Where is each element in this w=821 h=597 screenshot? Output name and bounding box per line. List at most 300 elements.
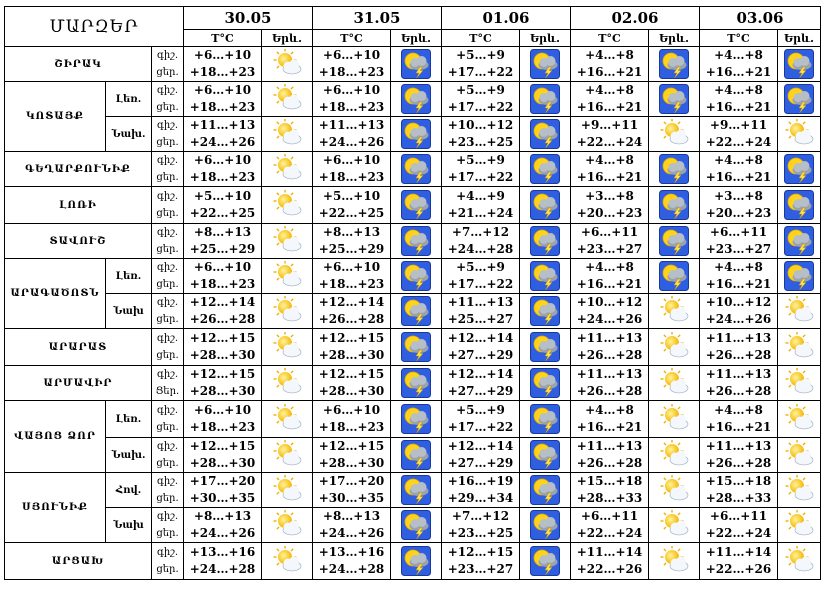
sun-ray bbox=[664, 385, 666, 387]
weather-icon-cell bbox=[520, 508, 571, 543]
sun-ray bbox=[277, 527, 279, 529]
sun-ray bbox=[291, 407, 293, 409]
temperature-cell bbox=[700, 152, 778, 187]
date-header: 01.06 bbox=[442, 7, 571, 30]
day-temperature: +16…+21 bbox=[576, 100, 643, 114]
weather-icon-cell bbox=[262, 82, 313, 117]
weather-icon-cell bbox=[391, 82, 442, 117]
night-temperature: +6…+10 bbox=[193, 48, 252, 62]
partly-cloudy-icon bbox=[784, 119, 814, 149]
night-temperature: +6…+10 bbox=[322, 153, 381, 167]
partly-cloudy-icon bbox=[784, 368, 814, 398]
weather-icon-cell bbox=[520, 259, 571, 294]
sun-ray bbox=[291, 87, 293, 89]
weather-icon-cell bbox=[391, 438, 442, 473]
night-temperature: +12…+14 bbox=[447, 439, 514, 453]
day-temperature: +18…+23 bbox=[189, 100, 256, 114]
night-temperature: +5…+10 bbox=[193, 189, 252, 203]
temperature-cell bbox=[184, 82, 262, 117]
weather-icon-cell bbox=[391, 294, 442, 329]
weather-icon-cell bbox=[520, 438, 571, 473]
sun-ray bbox=[803, 407, 805, 409]
temperature-cell bbox=[571, 438, 649, 473]
day-temperature: +18…+23 bbox=[189, 170, 256, 184]
table-row bbox=[5, 259, 821, 294]
subregion-name: Լեռ. bbox=[106, 82, 152, 117]
subregion-name: Լեռ. bbox=[106, 401, 152, 438]
temperature-cell bbox=[442, 47, 520, 82]
night-temperature: +6…+10 bbox=[193, 403, 252, 417]
temperature-cell bbox=[313, 401, 391, 438]
sun-ray bbox=[277, 443, 279, 445]
night-label: գիշ. bbox=[156, 120, 179, 131]
night-temperature: +4…+8 bbox=[585, 48, 634, 62]
sun-ray bbox=[803, 335, 805, 337]
day-temperature: +18…+23 bbox=[189, 277, 256, 291]
sun-ray bbox=[789, 122, 791, 124]
sun-ray bbox=[803, 478, 805, 480]
day-label: ցեր. bbox=[156, 458, 179, 469]
day-temperature: +16…+21 bbox=[705, 100, 772, 114]
sun-ray bbox=[678, 122, 680, 124]
temperature-cell bbox=[184, 47, 262, 82]
thunderstorm-icon bbox=[659, 154, 689, 184]
day-temperature: +22…+26 bbox=[705, 562, 772, 576]
day-temperature: +28…+33 bbox=[705, 491, 772, 505]
table-row bbox=[5, 117, 821, 152]
night-temperature: +8…+13 bbox=[193, 509, 252, 523]
temperature-header: T°C bbox=[442, 30, 520, 47]
day-temperature: +28…+30 bbox=[189, 456, 256, 470]
sun-ray bbox=[291, 478, 293, 480]
weather-icon-cell bbox=[391, 473, 442, 508]
sun-ray bbox=[789, 385, 791, 387]
night-temperature: +11…+13 bbox=[576, 331, 643, 345]
temperature-cell bbox=[700, 47, 778, 82]
temperature-cell bbox=[700, 259, 778, 294]
weather-icon-cell bbox=[262, 543, 313, 580]
night-temperature: +17…+20 bbox=[318, 474, 385, 488]
weather-icon-cell bbox=[391, 117, 442, 152]
region-name: ԱՐՑԱԽ bbox=[5, 543, 152, 580]
night-temperature: +11…+14 bbox=[576, 545, 643, 559]
sun-ray bbox=[291, 122, 293, 124]
sun-ray bbox=[664, 299, 666, 301]
thunderstorm-icon bbox=[401, 84, 431, 114]
day-temperature: +26…+28 bbox=[576, 456, 643, 470]
day-temperature: +24…+26 bbox=[318, 526, 385, 540]
partly-cloudy-icon bbox=[272, 332, 302, 362]
day-temperature: +22…+26 bbox=[576, 562, 643, 576]
sun-ray bbox=[277, 87, 279, 89]
temperature-cell bbox=[313, 152, 391, 187]
night-temperature: +15…+18 bbox=[705, 474, 772, 488]
thunderstorm-icon bbox=[659, 84, 689, 114]
temperature-cell bbox=[571, 543, 649, 580]
night-temperature: +8…+13 bbox=[193, 225, 252, 239]
temperature-cell bbox=[313, 329, 391, 366]
thunderstorm-icon bbox=[530, 226, 560, 256]
night-temperature: +12…+15 bbox=[189, 367, 256, 381]
day-label: ցեր. bbox=[156, 528, 179, 539]
sun-ray bbox=[277, 157, 279, 159]
night-label: գիշ. bbox=[156, 369, 179, 380]
night-day-label bbox=[152, 224, 184, 259]
day-temperature: +28…+30 bbox=[318, 384, 385, 398]
day-label: Ցեր. bbox=[155, 386, 180, 397]
day-temperature: +16…+21 bbox=[576, 420, 643, 434]
weather-icon-cell bbox=[391, 259, 442, 294]
weather-icon-cell bbox=[649, 82, 700, 117]
sun-ray bbox=[664, 407, 666, 409]
night-temperature: +12…+15 bbox=[318, 439, 385, 453]
night-temperature: +13…+16 bbox=[189, 545, 256, 559]
night-temperature: +9…+11 bbox=[709, 118, 768, 132]
temperature-cell bbox=[313, 508, 391, 543]
day-temperature: +16…+21 bbox=[576, 65, 643, 79]
day-label: ցեր. bbox=[156, 244, 179, 255]
sun-ray bbox=[789, 335, 791, 337]
night-day-label bbox=[152, 117, 184, 152]
weather-icon-cell bbox=[391, 401, 442, 438]
weather-icon-cell bbox=[778, 401, 821, 438]
night-temperature: +8…+13 bbox=[322, 509, 381, 523]
sun-ray bbox=[789, 136, 791, 138]
weather-icon-cell bbox=[778, 366, 821, 401]
temperature-cell bbox=[571, 152, 649, 187]
partly-cloudy-icon bbox=[784, 475, 814, 505]
day-temperature: +18…+23 bbox=[318, 277, 385, 291]
temperature-cell bbox=[700, 224, 778, 259]
night-temperature: +3…+8 bbox=[714, 189, 763, 203]
temperature-cell bbox=[700, 117, 778, 152]
sun-ray bbox=[291, 229, 293, 231]
night-temperature: +5…+9 bbox=[456, 83, 505, 97]
table-row bbox=[5, 366, 821, 401]
thunderstorm-icon bbox=[530, 546, 560, 576]
sun-ray bbox=[277, 407, 279, 409]
weather-icon-cell bbox=[649, 152, 700, 187]
partly-cloudy-icon bbox=[272, 440, 302, 470]
sun-ray bbox=[803, 443, 805, 445]
sun-ray bbox=[664, 335, 666, 337]
thunderstorm-icon bbox=[401, 154, 431, 184]
day-temperature: +18…+23 bbox=[318, 65, 385, 79]
weather-icon-cell bbox=[262, 152, 313, 187]
region-name: ԼՈՌԻ bbox=[5, 187, 152, 224]
partly-cloudy-icon bbox=[784, 546, 814, 576]
night-temperature: +4…+8 bbox=[714, 48, 763, 62]
sun-ray bbox=[789, 371, 791, 373]
sun-ray bbox=[277, 101, 279, 103]
subregion-name: Նախ bbox=[106, 508, 152, 543]
partly-cloudy-icon bbox=[659, 510, 689, 540]
night-temperature: +6…+10 bbox=[193, 153, 252, 167]
day-temperature: +22…+24 bbox=[705, 526, 772, 540]
night-label: գիշ. bbox=[156, 227, 179, 238]
day-label: ցեր. bbox=[156, 422, 179, 433]
night-temperature: +6…+11 bbox=[580, 509, 639, 523]
weather-icon-cell bbox=[649, 224, 700, 259]
temperature-cell bbox=[700, 543, 778, 580]
weather-icon-cell bbox=[778, 508, 821, 543]
temperature-cell bbox=[442, 294, 520, 329]
thunderstorm-icon bbox=[530, 404, 560, 434]
regions-header: ՄԱՐԶԵՐ bbox=[5, 7, 184, 47]
sun-ray bbox=[291, 157, 293, 159]
temperature-cell bbox=[700, 473, 778, 508]
night-temperature: +11…+13 bbox=[705, 439, 772, 453]
date-header: 02.06 bbox=[571, 7, 700, 30]
day-label: ցեր. bbox=[156, 493, 179, 504]
partly-cloudy-icon bbox=[272, 190, 302, 220]
weather-icon-cell bbox=[391, 543, 442, 580]
temperature-cell bbox=[442, 508, 520, 543]
night-temperature: +11…+13 bbox=[318, 118, 385, 132]
partly-cloudy-icon bbox=[272, 84, 302, 114]
table-row bbox=[5, 224, 821, 259]
temperature-cell bbox=[184, 294, 262, 329]
night-temperature: +6…+11 bbox=[580, 225, 639, 239]
night-day-label bbox=[152, 543, 184, 580]
weather-icon-cell bbox=[778, 47, 821, 82]
temperature-header: T°C bbox=[313, 30, 391, 47]
weather-icon-cell bbox=[262, 224, 313, 259]
temperature-cell bbox=[700, 401, 778, 438]
temperature-cell bbox=[442, 152, 520, 187]
sun-ray bbox=[789, 443, 791, 445]
thunderstorm-icon bbox=[401, 368, 431, 398]
temperature-cell bbox=[442, 438, 520, 473]
temperature-cell bbox=[700, 366, 778, 401]
night-temperature: +3…+8 bbox=[585, 189, 634, 203]
day-temperature: +22…+24 bbox=[705, 135, 772, 149]
night-temperature: +6…+11 bbox=[709, 509, 768, 523]
partly-cloudy-icon bbox=[272, 296, 302, 326]
night-temperature: +6…+10 bbox=[193, 83, 252, 97]
day-temperature: +26…+28 bbox=[318, 312, 385, 326]
day-temperature: +18…+23 bbox=[318, 420, 385, 434]
temperature-cell bbox=[184, 366, 262, 401]
night-day-label bbox=[152, 473, 184, 508]
night-temperature: +12…+14 bbox=[447, 367, 514, 381]
day-temperature: +24…+26 bbox=[189, 526, 256, 540]
day-label: ցեր. bbox=[156, 172, 179, 183]
night-temperature: +6…+10 bbox=[322, 260, 381, 274]
date-header: 03.06 bbox=[700, 7, 821, 30]
temperature-cell bbox=[184, 117, 262, 152]
thunderstorm-icon bbox=[401, 261, 431, 291]
night-day-label bbox=[152, 82, 184, 117]
table-row bbox=[5, 47, 821, 82]
night-temperature: +6…+10 bbox=[322, 403, 381, 417]
sun-ray bbox=[664, 443, 666, 445]
temperature-cell bbox=[571, 224, 649, 259]
partly-cloudy-icon bbox=[659, 119, 689, 149]
temperature-cell bbox=[184, 543, 262, 580]
sun-ray bbox=[291, 193, 293, 195]
partly-cloudy-icon bbox=[659, 296, 689, 326]
subregion-name: Լեռ. bbox=[106, 259, 152, 294]
night-temperature: +12…+15 bbox=[189, 331, 256, 345]
weather-icon-cell bbox=[262, 366, 313, 401]
sun-ray bbox=[664, 492, 666, 494]
weather-icon-cell bbox=[778, 187, 821, 224]
day-label: ցեր. bbox=[156, 279, 179, 290]
sun-ray bbox=[678, 443, 680, 445]
night-temperature: +5…+9 bbox=[456, 260, 505, 274]
temperature-cell bbox=[700, 294, 778, 329]
night-temperature: +6…+10 bbox=[322, 48, 381, 62]
temperature-cell bbox=[442, 401, 520, 438]
sun-ray bbox=[664, 549, 666, 551]
temperature-cell bbox=[700, 329, 778, 366]
night-temperature: +6…+10 bbox=[193, 260, 252, 274]
night-temperature: +11…+13 bbox=[576, 439, 643, 453]
temperature-cell bbox=[571, 47, 649, 82]
sun-ray bbox=[277, 478, 279, 480]
day-temperature: +23…+27 bbox=[447, 562, 514, 576]
sun-ray bbox=[277, 349, 279, 351]
night-temperature: +5…+9 bbox=[456, 153, 505, 167]
temperature-cell bbox=[700, 82, 778, 117]
sun-ray bbox=[277, 457, 279, 459]
thunderstorm-icon bbox=[530, 296, 560, 326]
temperature-cell bbox=[184, 259, 262, 294]
night-temperature: +4…+8 bbox=[714, 153, 763, 167]
partly-cloudy-icon bbox=[272, 404, 302, 434]
temperature-cell bbox=[700, 438, 778, 473]
sun-ray bbox=[678, 407, 680, 409]
temperature-cell bbox=[313, 438, 391, 473]
region-name: ԿՈՏԱՅՔ bbox=[5, 82, 106, 152]
night-day-label bbox=[152, 438, 184, 473]
weather-icon-cell bbox=[520, 543, 571, 580]
weather-icon-cell bbox=[778, 438, 821, 473]
sun-ray bbox=[277, 299, 279, 301]
thunderstorm-icon bbox=[401, 226, 431, 256]
partly-cloudy-icon bbox=[659, 475, 689, 505]
thunderstorm-icon bbox=[530, 332, 560, 362]
sun-ray bbox=[291, 371, 293, 373]
partly-cloudy-icon bbox=[784, 404, 814, 434]
weather-icon-cell bbox=[778, 152, 821, 187]
temperature-cell bbox=[442, 82, 520, 117]
weather-header: Երև. bbox=[391, 30, 442, 47]
night-label: գիշ. bbox=[156, 85, 179, 96]
sun-ray bbox=[789, 457, 791, 459]
day-temperature: +24…+28 bbox=[318, 562, 385, 576]
thunderstorm-icon bbox=[784, 226, 814, 256]
partly-cloudy-icon bbox=[272, 510, 302, 540]
night-temperature: +11…+13 bbox=[705, 367, 772, 381]
night-day-label bbox=[152, 152, 184, 187]
sun-ray bbox=[803, 513, 805, 515]
temperature-cell bbox=[184, 152, 262, 187]
day-temperature: +26…+28 bbox=[576, 348, 643, 362]
sun-ray bbox=[789, 513, 791, 515]
temperature-cell bbox=[442, 473, 520, 508]
sun-ray bbox=[789, 349, 791, 351]
temperature-header: T°C bbox=[184, 30, 262, 47]
weather-icon-cell bbox=[778, 473, 821, 508]
night-temperature: +11…+13 bbox=[447, 295, 514, 309]
night-label: գիշ. bbox=[156, 191, 179, 202]
temperature-cell bbox=[184, 473, 262, 508]
day-temperature: +21…+24 bbox=[447, 206, 514, 220]
night-temperature: +7…+12 bbox=[451, 225, 510, 239]
thunderstorm-icon bbox=[784, 261, 814, 291]
sun-ray bbox=[664, 122, 666, 124]
temperature-cell bbox=[442, 187, 520, 224]
subregion-name: Նախ bbox=[106, 294, 152, 329]
night-temperature: +6…+10 bbox=[322, 83, 381, 97]
temperature-cell bbox=[184, 508, 262, 543]
night-label: գիշ. bbox=[156, 405, 179, 416]
sun-ray bbox=[291, 335, 293, 337]
thunderstorm-icon bbox=[784, 190, 814, 220]
sun-ray bbox=[664, 349, 666, 351]
night-day-label bbox=[152, 401, 184, 438]
weather-icon-cell bbox=[649, 366, 700, 401]
sun-ray bbox=[277, 66, 279, 68]
day-temperature: +16…+21 bbox=[705, 420, 772, 434]
day-temperature: +22…+24 bbox=[576, 526, 643, 540]
night-temperature: +4…+8 bbox=[585, 260, 634, 274]
temperature-cell bbox=[571, 508, 649, 543]
night-temperature: +10…+12 bbox=[705, 295, 772, 309]
sun-ray bbox=[277, 385, 279, 387]
day-temperature: +24…+26 bbox=[705, 312, 772, 326]
region-name: ՎԱՅՈՑ ՁՈՐ bbox=[5, 401, 106, 473]
table-row bbox=[5, 438, 821, 473]
night-temperature: +10…+12 bbox=[576, 295, 643, 309]
day-label: ցեր. bbox=[156, 102, 179, 113]
day-temperature: +27…+29 bbox=[447, 384, 514, 398]
weather-header: Երև. bbox=[649, 30, 700, 47]
day-temperature: +16…+21 bbox=[705, 277, 772, 291]
weather-icon-cell bbox=[649, 473, 700, 508]
partly-cloudy-icon bbox=[784, 296, 814, 326]
day-temperature: +16…+21 bbox=[705, 65, 772, 79]
temperature-cell bbox=[700, 508, 778, 543]
night-label: գիշ. bbox=[156, 333, 179, 344]
weather-icon-cell bbox=[778, 117, 821, 152]
date-header: 31.05 bbox=[313, 7, 442, 30]
day-label: ցեր. bbox=[156, 137, 179, 148]
region-name: ՇԻՐԱԿ bbox=[5, 47, 152, 82]
temperature-cell bbox=[571, 401, 649, 438]
sun-ray bbox=[789, 563, 791, 565]
date-header: 30.05 bbox=[184, 7, 313, 30]
thunderstorm-icon bbox=[659, 226, 689, 256]
night-temperature: +7…+12 bbox=[451, 509, 510, 523]
table-row bbox=[5, 401, 821, 438]
partly-cloudy-icon bbox=[272, 119, 302, 149]
sun-ray bbox=[291, 443, 293, 445]
partly-cloudy-icon bbox=[659, 546, 689, 576]
night-temperature: +11…+13 bbox=[705, 331, 772, 345]
weather-icon-cell bbox=[649, 259, 700, 294]
temperature-cell bbox=[571, 366, 649, 401]
day-temperature: +23…+25 bbox=[447, 526, 514, 540]
night-temperature: +13…+16 bbox=[318, 545, 385, 559]
thunderstorm-icon bbox=[401, 546, 431, 576]
partly-cloudy-icon bbox=[272, 475, 302, 505]
temperature-cell bbox=[442, 543, 520, 580]
temperature-cell bbox=[442, 224, 520, 259]
sun-ray bbox=[803, 299, 805, 301]
